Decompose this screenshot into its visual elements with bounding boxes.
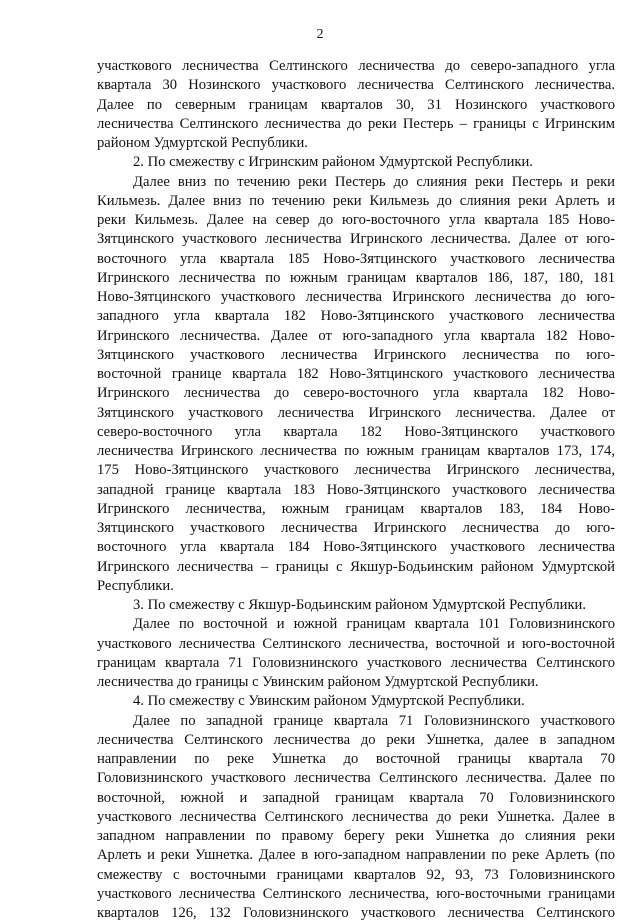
text-line: лесничества Селтинского лесничества до реки Ушнетка, далее в западном — [97, 731, 615, 748]
text-line: Игринского лесничества – границы с Якшур-Бодьинским районом Удмуртской — [97, 558, 615, 575]
text-line: Головизнинского участкового лесничества Селтинского лесничества. Далее по — [97, 770, 615, 787]
text-line: 3. По смежеству с Якшур-Бодьинским районом Удмуртской Республики. — [133, 597, 586, 613]
text-line: смежеству с восточными границами кварталов 92, 93, 73 Головизнинского — [97, 866, 615, 883]
text-line: восточного угла квартала 185 Ново-Зятцинского участкового лесничества — [97, 250, 615, 267]
document-body — [97, 57, 615, 923]
text-line: 2. По смежеству с Игринским районом Удмуртской Республики. — [133, 154, 533, 171]
text-line: Ново-Зятцинского участкового лесничества Игринского лесничества до юго- — [97, 289, 615, 305]
text-line: восточного угла квартала 184 Ново-Зятцинского участкового лесничества — [97, 539, 615, 556]
text-line: Зятцинского участкового лесничества Игринского лесничества по юго- — [97, 346, 615, 363]
text-line: лесничества Селтинского лесничества до реки Пестерь – границы с Игринским — [97, 115, 615, 132]
page-number: 2 — [316, 27, 324, 42]
text-line: восточной границе квартала 182 Ново-Зятцинского участкового лесничества — [97, 366, 615, 382]
text-line: участкового лесничества Селтинского лесничества до северо-западного угла — [97, 58, 615, 74]
text-line: Зятцинского участкового лесничества Игринского лесничества. Далее от — [97, 404, 615, 421]
text-line: направлении по реке Ушнетка до восточной границы квартала 70 — [97, 751, 615, 767]
text-line: западной границе квартала 183 Ново-Зятцинского участкового лесничества — [97, 481, 615, 498]
text-line: кварталов 126, 132 Головизнинского участкового лесничества Селтинского — [97, 905, 615, 921]
text-line: Республики. — [97, 577, 174, 594]
text-line: Зятцинского участкового лесничества Игринского лесничества. Далее от юго- — [97, 231, 615, 248]
text-line: 175 Ново-Зятцинского участкового лесничества Игринского лесничества, — [97, 462, 615, 479]
text-line: Арлеть и реки Ушнетка. Далее в юго-западном направлении по реке Арлеть (по — [97, 847, 615, 864]
text-line: северо-восточного угла квартала 182 Ново-Зятцинского участкового — [97, 423, 615, 440]
text-line: западном направлении по правому берегу реки Ушнетка до слияния реки — [97, 828, 615, 844]
text-line: Далее по западной границе квартала 71 Головизнинского участкового — [133, 712, 615, 729]
text-line: лесничества Игринского лесничества по южным границам кварталов 173, 174, — [97, 443, 615, 459]
text-line: участкового лесничества Селтинского лесничества до реки Ушнетка. Далее в — [97, 808, 615, 825]
text-line: Игринского лесничества, южным границам кварталов 183, 184 Ново- — [97, 500, 615, 517]
text-line: Игринского лесничества. Далее от юго-западного угла квартала 182 Ново- — [97, 327, 615, 344]
text-line: Далее вниз по течению реки Пестерь до слияния реки Пестерь и реки — [133, 173, 615, 190]
text-line: участкового лесничества Селтинского лесничества, восточной и юго-восточной — [97, 635, 615, 652]
text-line: Зятцинского участкового лесничества Игринского лесничества до юго- — [97, 520, 615, 536]
text-line: западного угла квартала 182 Ново-Зятцинского участкового лесничества — [97, 308, 615, 325]
text-line: Кильмезь. Далее вниз по течению реки Кильмезь до слияния реки Арлеть и — [97, 192, 615, 209]
text-line: участкового лесничества Селтинского лесничества, юго-восточными границами — [97, 885, 615, 902]
text-line: восточной, южной и западной границам квартала 70 Головизнинского — [97, 789, 615, 806]
text-line: Игринского лесничества по южным границам кварталов 186, 187, 180, 181 — [97, 269, 615, 286]
text-line: лесничества до границы с Увинским районом Удмуртской Республики. — [97, 674, 539, 690]
text-line: реки Кильмезь. Далее на север до юго-восточного угла квартала 185 Ново- — [97, 212, 615, 228]
text-line: Далее по восточной и южной границам квартала 101 Головизнинского — [133, 616, 615, 633]
text-line: Игринского лесничества до северо-восточного угла квартала 182 Ново- — [97, 385, 615, 402]
text-line: границам квартала 71 Головизнинского участкового лесничества Селтинского — [97, 654, 615, 671]
text-line: квартала 30 Нозинского участкового лесничества Селтинского лесничества. — [97, 77, 615, 94]
text-line: 4. По смежеству с Увинским районом Удмуртской Республики. — [133, 693, 525, 710]
text-line: Далее по северным границам кварталов 30, 31 Нозинского участкового — [97, 96, 615, 113]
text-line: районом Удмуртской Республики. — [97, 135, 308, 151]
